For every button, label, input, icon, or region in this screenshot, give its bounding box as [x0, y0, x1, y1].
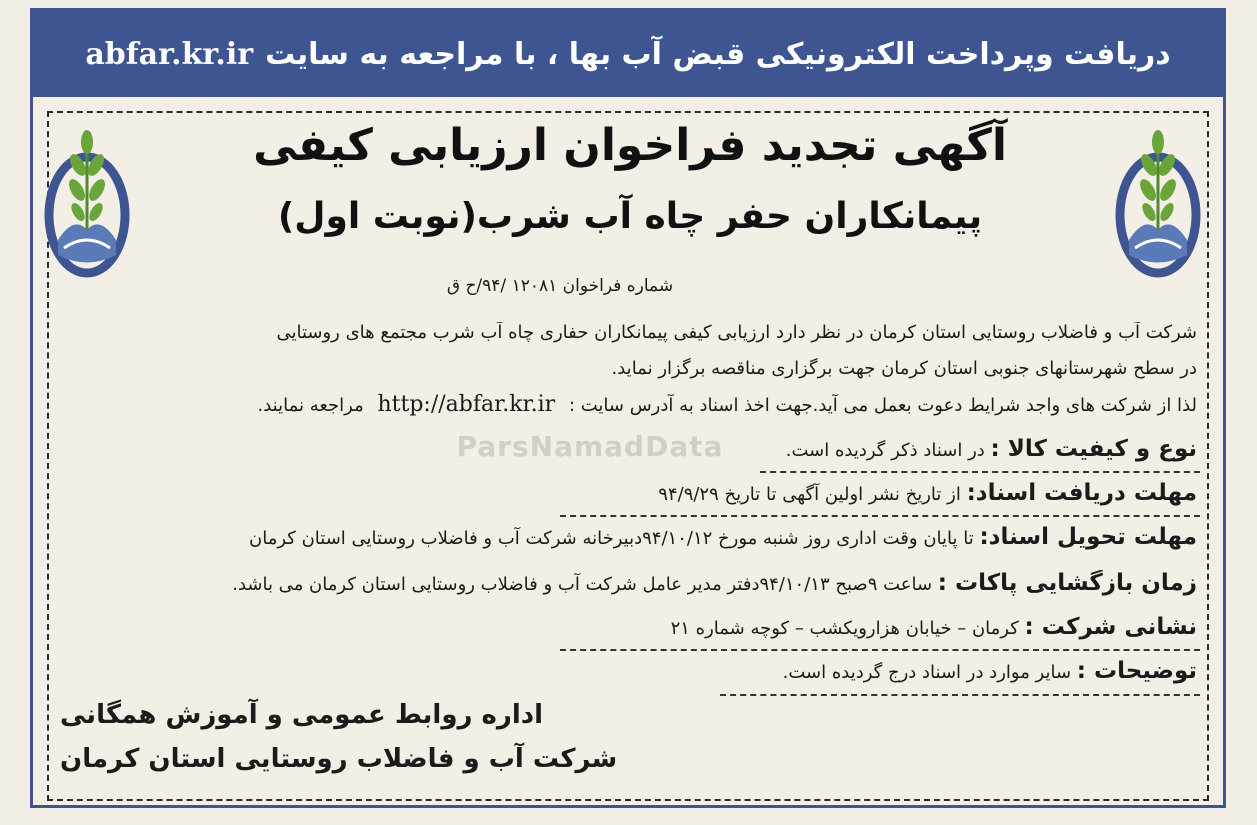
row-divider — [560, 515, 1200, 517]
item-value: از تاریخ نشر اولین آگهی تا تاریخ ۹۴/۹/۲۹ — [658, 484, 961, 505]
item-label: مهلت دریافت اسناد: — [966, 480, 1197, 506]
item-doc-receive-deadline — [62, 480, 1197, 506]
signature-company: شرکت آب و فاضلاب روستایی استان کرمان — [60, 744, 618, 774]
ad-subtitle: پیمانکاران حفر چاه آب شرب(نوبت اول) — [277, 196, 983, 237]
signature-department: اداره روابط عمومی و آموزش همگانی — [60, 700, 544, 730]
intro-line-3 — [62, 392, 1197, 417]
banner-site[interactable]: abfar.kr.ir — [85, 36, 254, 72]
banner-text: دریافت وپرداخت الکترونیکی قبض آب بها ، با مراجعه به سایت — [265, 36, 1171, 72]
documents-url-link[interactable]: http://abfar.kr.ir — [377, 392, 556, 417]
item-label: نوع و کیفیت کالا : — [990, 436, 1197, 462]
row-divider — [760, 471, 1200, 473]
intro-line-2: در سطح شهرستانهای جنوبی استان کرمان جهت برگزاری مناقصه برگزار نماید. — [611, 358, 1197, 379]
item-company-address — [62, 614, 1197, 640]
item-label: توضیحات : — [1076, 658, 1197, 684]
water-company-logo-icon — [1115, 120, 1201, 280]
item-notes — [62, 658, 1197, 684]
item-value: تا پایان وقت اداری روز شنبه مورخ ۹۴/۱۰/۱۲دبیرخانه شرکت آب و فاضلاب روستایی استان کرمان — [249, 528, 974, 549]
item-doc-delivery-deadline — [62, 524, 1197, 550]
item-value: ساعت ۹صبح ۹۴/۱۰/۱۳دفتر مدیر عامل شرکت آب و فاضلاب روستایی استان کرمان می باشد. — [232, 574, 933, 595]
item-opening-time — [62, 570, 1197, 596]
intro-line-3-text: لذا از شرکت های واجد شرایط دعوت بعمل می آید.جهت اخذ اسناد به آدرس سایت : — [568, 395, 1197, 416]
intro-line-3-end: مراجعه نمایند. — [257, 395, 364, 416]
item-value: سایر موارد در اسناد درج گردیده است. — [782, 662, 1072, 683]
watermark: ParsNamadData — [456, 430, 724, 463]
item-value: کرمان – خیابان هزارویکشب – کوچه شماره ۲۱ — [670, 618, 1019, 639]
intro-line-1: شرکت آب و فاضلاب روستایی استان کرمان در نظر دارد ارزیابی کیفی پیمانکاران حفاری چاه آب شرب مجتمع های روستایی — [276, 322, 1197, 343]
item-value: در اسناد ذکر گردیده است. — [785, 440, 985, 461]
item-label: نشانی شرکت : — [1024, 614, 1197, 640]
item-label: زمان بازگشایی پاکات : — [937, 570, 1197, 596]
top-banner — [33, 11, 1223, 97]
water-company-logo-icon — [44, 120, 130, 280]
ad-title: آگهی تجدید فراخوان ارزیابی کیفی — [253, 120, 1007, 171]
row-divider — [720, 694, 1200, 696]
item-label: مهلت تحویل اسناد: — [979, 524, 1197, 550]
call-number: شماره فراخوان ۱۲۰۸۱ /۹۴/ح ق — [446, 276, 674, 296]
row-divider — [560, 649, 1200, 651]
